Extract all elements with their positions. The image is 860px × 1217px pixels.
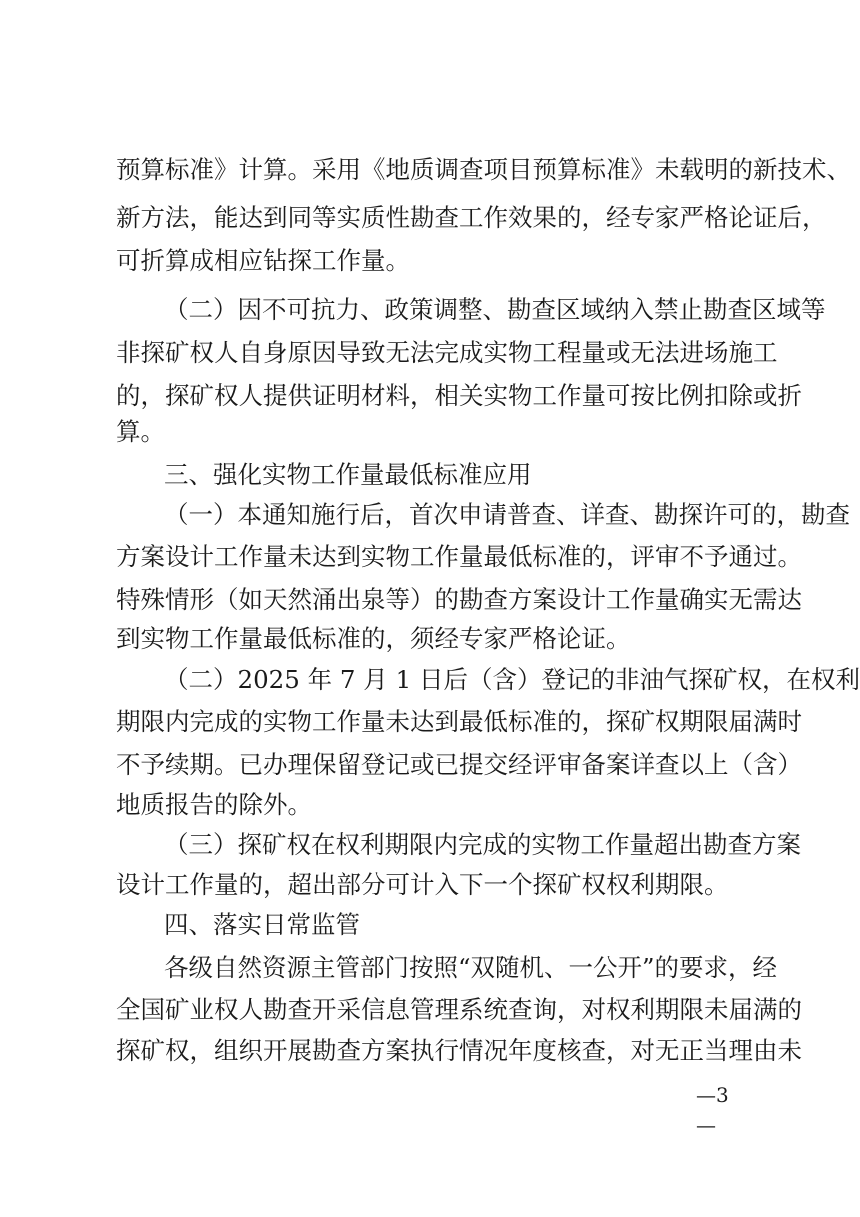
section-heading: 三、强化实物工作量最低标准应用 [164, 460, 532, 489]
text-line: 地质报告的除外。 [116, 790, 312, 819]
text-line: 新方法，能达到同等实质性勘查工作效果的，经专家严格论证后， [116, 203, 827, 232]
paragraph-first-line: 各级自然资源主管部门按照“双随机、一公开”的要求，经 [164, 953, 778, 982]
text-line: 可折算成相应钻探工作量。 [116, 246, 410, 275]
text-line: 的，探矿权人提供证明材料，相关实物工作量可按比例扣除或折 [116, 381, 802, 410]
text-line: 设计工作量的，超出部分可计入下一个探矿权权利期限。 [116, 870, 729, 899]
text-line: 特殊情形（如天然涌出泉等）的勘查方案设计工作量确实无需达 [116, 585, 802, 614]
text-line: 探矿权，组织开展勘查方案执行情况年度核查，对无正当理由未 [116, 1036, 802, 1065]
paragraph-first-line: （一）本通知施行后，首次申请普查、详查、勘探许可的，勘查 [164, 500, 850, 529]
text-line: 非探矿权人自身原因导致无法完成实物工程量或无法进场施工 [116, 338, 778, 367]
section-heading: 四、落实日常监管 [164, 910, 360, 939]
text-line: 到实物工作量最低标准的，须经专家严格论证。 [116, 624, 631, 653]
text-line: 预算标准》计算。采用《地质调查项目预算标准》未载明的新技术、 [116, 155, 851, 184]
text-line: 方案设计工作量未达到实物工作量最低标准的，评审不予通过。 [116, 542, 802, 571]
text-line: 算。 [116, 417, 165, 446]
text-line: 全国矿业权人勘查开采信息管理系统查询，对权利期限未届满的 [116, 995, 802, 1024]
paragraph-first-line: （二）2025 年 7 月 1 日后（含）登记的非油气探矿权，在权利 [164, 665, 860, 694]
text-line: 期限内完成的实物工作量未达到最低标准的，探矿权期限届满时 [116, 707, 802, 736]
paragraph-first-line: （二）因不可抗力、政策调整、勘查区域纳入禁止勘查区域等 [164, 295, 826, 324]
paragraph-first-line: （三）探矿权在权利期限内完成的实物工作量超出勘查方案 [164, 830, 801, 859]
page-number: —3— [696, 1083, 729, 1137]
text-line: 不予续期。已办理保留登记或已提交经评审备案详查以上（含） [116, 750, 802, 779]
